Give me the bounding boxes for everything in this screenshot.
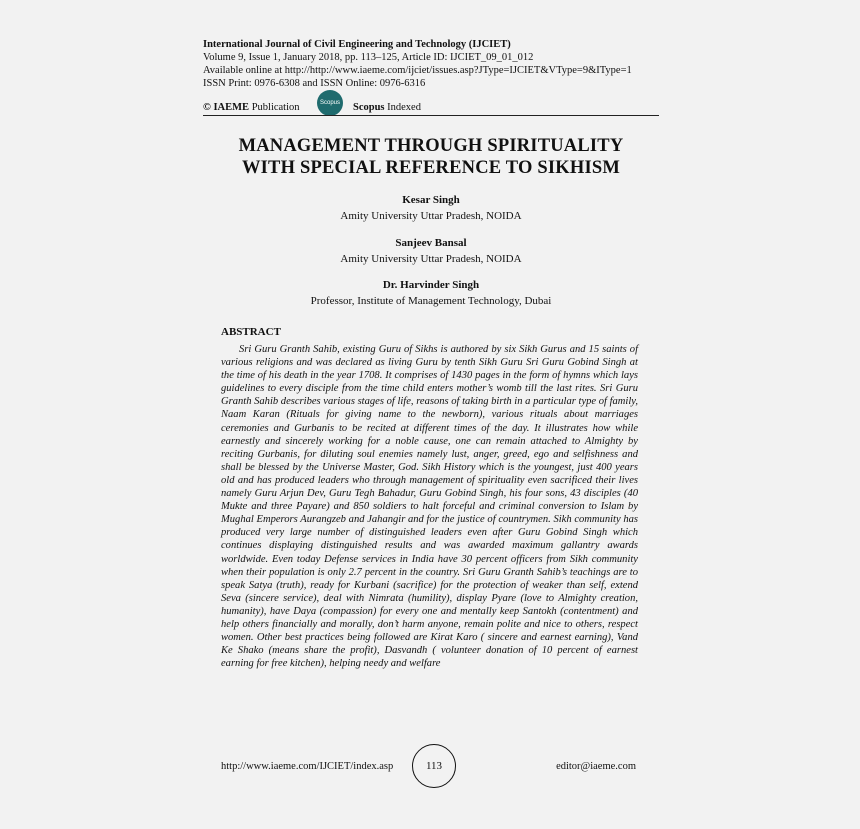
page-number-circle <box>412 744 456 788</box>
footer-email: editor@iaeme.com <box>556 761 636 772</box>
publication-label <box>203 102 300 113</box>
author-affiliation: Professor, Institute of Management Technology, Dubai <box>310 295 552 307</box>
page-number: 113 <box>425 760 443 772</box>
paper-title <box>203 135 659 179</box>
publication-row <box>203 96 659 116</box>
title-line-2: WITH SPECIAL REFERENCE TO SIKHISM <box>241 158 621 178</box>
author-name: Sanjeev Bansal <box>395 237 467 249</box>
author-block-1 <box>203 193 659 225</box>
scopus-indexed-label <box>353 102 421 113</box>
abstract-text: Sri Guru Granth Sahib, existing Guru of Sikhs is authored by six Sikh Gurus and 15 saints of various religions and was declared as living Guru by tenth Sikh Guru Sri Guru Gobind Singh at the time of his death in the year 1708. It comprises of 1430 pages in the form of hymns which lays guidelines to every disciple from the time child enters mother’s womb till the last rites. Sri Guru Granth Sahib describes various stages of life, reasons of taking birth in a particular type of family, Naam Karan (Rituals for giving name to the newborn), various rituals about marriages ceremonies and Gurbanis to be recited at different times of the day. It illustrates how while earnestly and sincerely working for a noble cause, one can remain attached to Almighty by reciting Gurbanis, for diluting soul enemies namely lust, anger, greed, ego and selfishness and shall be blessed by the Universe Master, God. Sikh History which is the youngest, just 400 years old and has produced leaders who through management of spirituality even sacrificed their lives namely Guru Arjun Dev, Guru Tegh Bahadur, Guru Gobind Singh, his four sons, 43 disciples (40 Mukte and three Payare) and 850 soldiers to halt forceful and criminal conversion to Islam by Mughal Emperors Aurangzeb and Jahangir and for the justice of countrymen. Sikh community has produced very large number of distinguished leaders even after Guru Gobind Singh which continues displaying distinguished results and was awarded maximum gallantry awards worldwide. Even today Defense services in India have 30 percent officers from Sikh community when their population is only 2.7 percent in the country. Sri Guru Granth Sahib’s teachings are to speak Satya (truth), ready for Kurbani (sacrifice) for the protection of weaker than self, extend Seva (sincere service), deal with Nimrata (humility), display Pyare (love to Almighty creation, humanity), have Daya (compassion) for every one and mentally keep Santokh (contentment) and help others financially and morally, don’t harm anyone, remain polite and nice to others, respect women. Other best practices being followed are Kirat Karo ( sincere and earnest earning), Vand Ke Shako (means share the profit), Dasvandh ( volunteer donation of 10 percent of earnest earning for free kitchen), helping needy and welfare <box>221 344 638 670</box>
volume-line: Volume 9, Issue 1, January 2018, pp. 113–125, Article ID: IJCIET_09_01_012 <box>203 52 534 63</box>
iaeme-brand: © IAEME <box>203 102 250 113</box>
issn-line: ISSN Print: 0976-6308 and ISSN Online: 0976-6316 <box>203 78 426 89</box>
indexed-word: Indexed <box>384 102 421 113</box>
scopus-brand: Scopus <box>353 102 385 113</box>
scopus-logo-text: Scopus <box>319 100 340 106</box>
journal-header <box>203 38 632 90</box>
available-online-line: Available online at http://http://www.iaeme.com/ijciet/issues.asp?JType=IJCIET&VType=9&IType=1 <box>203 65 632 76</box>
author-block-2 <box>203 236 659 268</box>
author-name: Dr. Harvinder Singh <box>382 279 480 291</box>
header-rule <box>203 115 659 116</box>
publication-word: Publication <box>249 102 300 113</box>
author-affiliation: Amity University Uttar Pradesh, NOIDA <box>340 210 522 222</box>
author-affiliation: Amity University Uttar Pradesh, NOIDA <box>340 253 522 265</box>
journal-title: International Journal of Civil Engineering and Technology (IJCIET) <box>203 39 511 50</box>
author-block-3 <box>203 278 659 310</box>
scopus-logo-icon <box>317 90 343 116</box>
footer-url: http://www.iaeme.com/IJCIET/index.asp <box>221 761 394 772</box>
abstract-heading: ABSTRACT <box>221 326 281 338</box>
title-line-1: MANAGEMENT THROUGH SPIRITUALITY <box>238 136 624 156</box>
author-name: Kesar Singh <box>402 194 460 206</box>
page-footer <box>221 740 638 786</box>
